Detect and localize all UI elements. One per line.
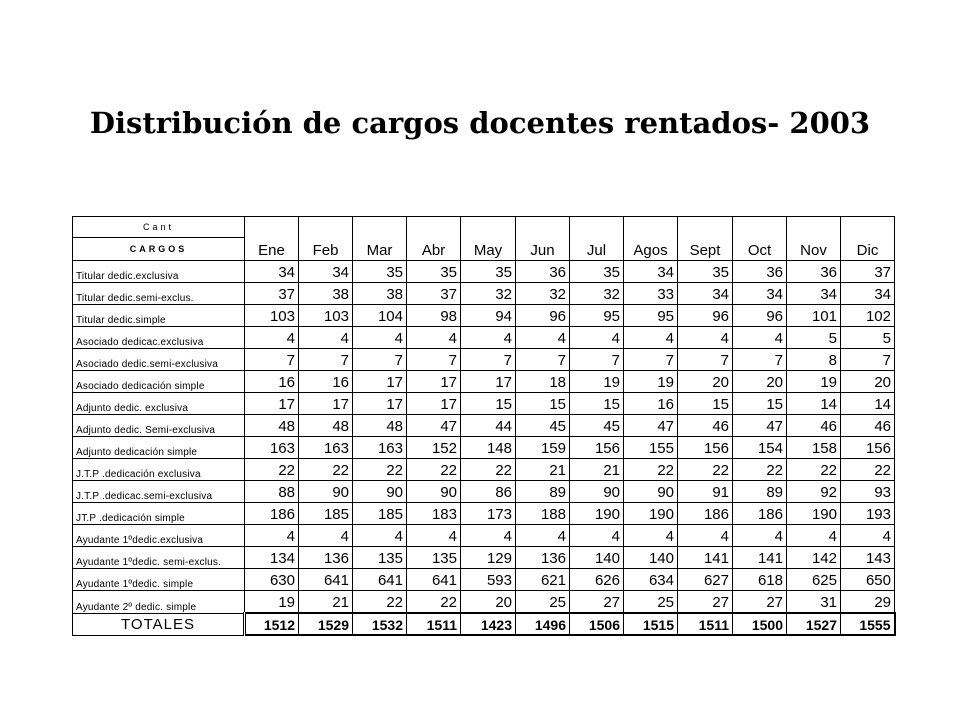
table-cell: 4 [245,525,299,547]
table-cell: 186 [678,503,733,525]
table-cell: 102 [841,305,895,327]
table-cell: 20 [841,371,895,393]
table-cell: 94 [461,305,516,327]
table-cell: 22 [353,459,407,481]
table-cell: 92 [787,481,841,503]
table-cell: 19 [624,371,678,393]
table-cell: 103 [245,305,299,327]
table-cell: 17 [299,393,353,415]
table-cell: 193 [841,503,895,525]
table-cell: 34 [787,283,841,305]
table-cell: 47 [733,415,787,437]
table-cell: 4 [299,525,353,547]
slide-title: Distribución de cargos docentes rentados- 2003 [89,106,871,140]
row-label: Asociado dedicac.exclusiva [73,327,245,349]
table-cell: 37 [841,261,895,283]
table-body [73,217,895,636]
table-cell: 143 [841,547,895,569]
table-cell: 32 [516,283,570,305]
table-cell: 19 [787,371,841,393]
table-cell: 140 [624,547,678,569]
table-cell: 4 [678,327,733,349]
table-cell: 89 [733,481,787,503]
row-label: Titular dedic.simple [73,305,245,327]
table-cell: 22 [461,459,516,481]
table-cell: 91 [678,481,733,503]
total-cell: 1529 [299,613,353,635]
table-cell: 618 [733,569,787,591]
table-cell: 22 [353,591,407,614]
table-row [73,481,895,503]
table-cell: 90 [299,481,353,503]
table-cell: 25 [624,591,678,614]
table-cell: 32 [570,283,624,305]
row-label: Adjunto dedic. Semi-exclusiva [73,415,245,437]
table-row [73,283,895,305]
table-cell: 186 [245,503,299,525]
table-cell: 35 [353,261,407,283]
table-cell: 4 [407,327,461,349]
cargos-label: CARGOS [73,238,245,261]
table-cell: 17 [407,371,461,393]
table-cell: 36 [516,261,570,283]
table-row [73,393,895,415]
table-cell: 34 [678,283,733,305]
table-row [73,503,895,525]
table-cell: 34 [624,261,678,283]
table-cell: 155 [624,437,678,459]
table-cell: 627 [678,569,733,591]
table-cell: 101 [787,305,841,327]
table-cell: 156 [678,437,733,459]
table-cell: 35 [407,261,461,283]
table-cell: 4 [245,327,299,349]
table-cell: 36 [787,261,841,283]
table-cell: 16 [245,371,299,393]
table-cell: 621 [516,569,570,591]
table-cell: 7 [678,349,733,371]
table-cell: 104 [353,305,407,327]
table-cell: 34 [733,283,787,305]
table-cell: 190 [570,503,624,525]
table-cell: 4 [461,525,516,547]
table-row [73,349,895,371]
table-cell: 17 [407,393,461,415]
month-header: Jul [570,217,624,261]
table-cell: 5 [787,327,841,349]
month-header: Oct [733,217,787,261]
table-row [73,569,895,591]
table-cell: 141 [733,547,787,569]
table-cell: 17 [461,371,516,393]
table-cell: 4 [516,327,570,349]
table-cell: 48 [299,415,353,437]
month-header: Mar [353,217,407,261]
month-header: Ene [245,217,299,261]
table-cell: 22 [678,459,733,481]
table-cell: 46 [841,415,895,437]
table-cell: 7 [407,349,461,371]
table-cell: 96 [678,305,733,327]
table-cell: 129 [461,547,516,569]
table-cell: 190 [624,503,678,525]
table-cell: 96 [733,305,787,327]
table-cell: 20 [678,371,733,393]
table-cell: 641 [407,569,461,591]
table-cell: 32 [461,283,516,305]
table-container [72,216,896,636]
table-cell: 156 [841,437,895,459]
month-header: Feb [299,217,353,261]
table-cell: 641 [299,569,353,591]
row-label: Titular dedic.semi-exclus. [73,283,245,305]
table-cell: 27 [678,591,733,614]
table-cell: 188 [516,503,570,525]
table-cell: 634 [624,569,678,591]
table-cell: 163 [299,437,353,459]
table-cell: 134 [245,547,299,569]
table-cell: 45 [516,415,570,437]
total-cell: 1515 [624,613,678,635]
table-cell: 15 [461,393,516,415]
month-header: Dic [841,217,895,261]
table-cell: 4 [624,327,678,349]
total-cell: 1506 [570,613,624,635]
table-cell: 650 [841,569,895,591]
table-row [73,327,895,349]
table-cell: 37 [245,283,299,305]
table-cell: 148 [461,437,516,459]
table-cell: 20 [733,371,787,393]
total-cell: 1555 [841,613,895,635]
table-cell: 19 [245,591,299,614]
table-cell: 16 [299,371,353,393]
row-label: Ayudante 1ºdedic. semi-exclus. [73,547,245,569]
table-cell: 7 [516,349,570,371]
table-cell: 38 [353,283,407,305]
table-cell: 140 [570,547,624,569]
total-cell: 1532 [353,613,407,635]
totals-row [73,613,895,635]
table-cell: 16 [624,393,678,415]
table-cell: 190 [787,503,841,525]
table-cell: 163 [353,437,407,459]
table-cell: 14 [841,393,895,415]
total-cell: 1496 [516,613,570,635]
table-cell: 4 [516,525,570,547]
total-cell: 1512 [245,613,299,635]
table-row [73,525,895,547]
row-label: J.T.P .dedicación exclusiva [73,459,245,481]
total-cell: 1511 [678,613,733,635]
table-cell: 4 [787,525,841,547]
table-cell: 630 [245,569,299,591]
row-label: Titular dedic.exclusiva [73,261,245,283]
table-cell: 7 [299,349,353,371]
table-cell: 4 [733,327,787,349]
table-cell: 154 [733,437,787,459]
table-cell: 4 [570,327,624,349]
table-row [73,591,895,614]
table-cell: 17 [353,393,407,415]
table-cell: 96 [516,305,570,327]
table-cell: 35 [461,261,516,283]
table-cell: 186 [733,503,787,525]
row-label: Asociado dedicación simple [73,371,245,393]
table-cell: 48 [353,415,407,437]
table-cell: 7 [353,349,407,371]
table-cell: 22 [407,459,461,481]
table-cell: 46 [678,415,733,437]
row-label: Adjunto dedic. exclusiva [73,393,245,415]
table-cell: 641 [353,569,407,591]
table-cell: 29 [841,591,895,614]
table-cell: 158 [787,437,841,459]
table-cell: 4 [353,525,407,547]
table-cell: 22 [299,459,353,481]
table-cell: 136 [299,547,353,569]
table-cell: 93 [841,481,895,503]
row-label: Ayudante 1ºdedic. simple [73,569,245,591]
table-cell: 34 [299,261,353,283]
table-cell: 25 [516,591,570,614]
table-cell: 47 [624,415,678,437]
month-header: Agos [624,217,678,261]
table-cell: 156 [570,437,624,459]
table-cell: 47 [407,415,461,437]
table-cell: 44 [461,415,516,437]
table-cell: 15 [516,393,570,415]
row-label: JT.P .dedicación simple [73,503,245,525]
table-cell: 163 [245,437,299,459]
table-cell: 90 [570,481,624,503]
table-row [73,305,895,327]
table-cell: 15 [570,393,624,415]
table-cell: 45 [570,415,624,437]
table-cell: 7 [624,349,678,371]
table-cell: 21 [516,459,570,481]
table-cell: 185 [299,503,353,525]
table-cell: 33 [624,283,678,305]
table-cell: 22 [787,459,841,481]
table-cell: 4 [841,525,895,547]
table-cell: 14 [787,393,841,415]
table-cell: 90 [407,481,461,503]
table-cell: 90 [353,481,407,503]
cargos-table [72,216,896,636]
table-cell: 142 [787,547,841,569]
table-cell: 21 [299,591,353,614]
table-cell: 37 [407,283,461,305]
table-cell: 4 [733,525,787,547]
row-label: Ayudante 2º dedic. simple [73,591,245,614]
table-cell: 36 [733,261,787,283]
table-cell: 103 [299,305,353,327]
table-cell: 7 [841,349,895,371]
table-cell: 152 [407,437,461,459]
table-cell: 4 [678,525,733,547]
table-cell: 4 [624,525,678,547]
table-cell: 8 [787,349,841,371]
total-cell: 1500 [733,613,787,635]
table-cell: 17 [245,393,299,415]
table-cell: 173 [461,503,516,525]
table-cell: 7 [733,349,787,371]
row-label: Asociado dedic.semi-exclusiva [73,349,245,371]
month-header: Abr [407,217,461,261]
month-header: Nov [787,217,841,261]
table-cell: 4 [407,525,461,547]
table-cell: 22 [245,459,299,481]
month-header: Sept [678,217,733,261]
table-cell: 136 [516,547,570,569]
table-row [73,459,895,481]
table-cell: 89 [516,481,570,503]
table-cell: 183 [407,503,461,525]
table-cell: 5 [841,327,895,349]
table-cell: 22 [407,591,461,614]
table-row [73,437,895,459]
table-cell: 7 [245,349,299,371]
totals-label: TOTALES [73,613,245,635]
table-cell: 95 [624,305,678,327]
table-cell: 593 [461,569,516,591]
row-label: Adjunto dedicación simple [73,437,245,459]
total-cell: 1423 [461,613,516,635]
table-cell: 48 [245,415,299,437]
table-cell: 7 [570,349,624,371]
table-cell: 22 [841,459,895,481]
table-row [73,547,895,569]
table-cell: 15 [678,393,733,415]
table-cell: 141 [678,547,733,569]
table-cell: 98 [407,305,461,327]
table-cell: 7 [461,349,516,371]
table-row [73,261,895,283]
table-cell: 135 [407,547,461,569]
table-cell: 19 [570,371,624,393]
table-cell: 27 [733,591,787,614]
table-cell: 18 [516,371,570,393]
table-cell: 4 [570,525,624,547]
table-cell: 4 [353,327,407,349]
table-cell: 626 [570,569,624,591]
table-cell: 90 [624,481,678,503]
total-cell: 1527 [787,613,841,635]
table-cell: 95 [570,305,624,327]
table-cell: 35 [678,261,733,283]
table-cell: 88 [245,481,299,503]
table-row [73,371,895,393]
table-cell: 86 [461,481,516,503]
table-cell: 31 [787,591,841,614]
table-cell: 15 [733,393,787,415]
row-label: J.T.P .dedicac.semi-exclusiva [73,481,245,503]
table-cell: 625 [787,569,841,591]
table-row [73,415,895,437]
table-cell: 34 [245,261,299,283]
total-cell: 1511 [407,613,461,635]
month-header: May [461,217,516,261]
table-cell: 159 [516,437,570,459]
table-cell: 46 [787,415,841,437]
table-cell: 34 [841,283,895,305]
table-cell: 27 [570,591,624,614]
table-cell: 35 [570,261,624,283]
table-cell: 21 [570,459,624,481]
table-cell: 17 [353,371,407,393]
table-cell: 22 [624,459,678,481]
cant-label: Cant [73,217,245,238]
table-cell: 22 [733,459,787,481]
row-label: Ayudante 1ºdedic.exclusiva [73,525,245,547]
table-cell: 4 [461,327,516,349]
table-cell: 38 [299,283,353,305]
month-header: Jun [516,217,570,261]
table-cell: 20 [461,591,516,614]
table-cell: 4 [299,327,353,349]
cant-header-row [73,217,895,238]
table-cell: 185 [353,503,407,525]
table-cell: 135 [353,547,407,569]
